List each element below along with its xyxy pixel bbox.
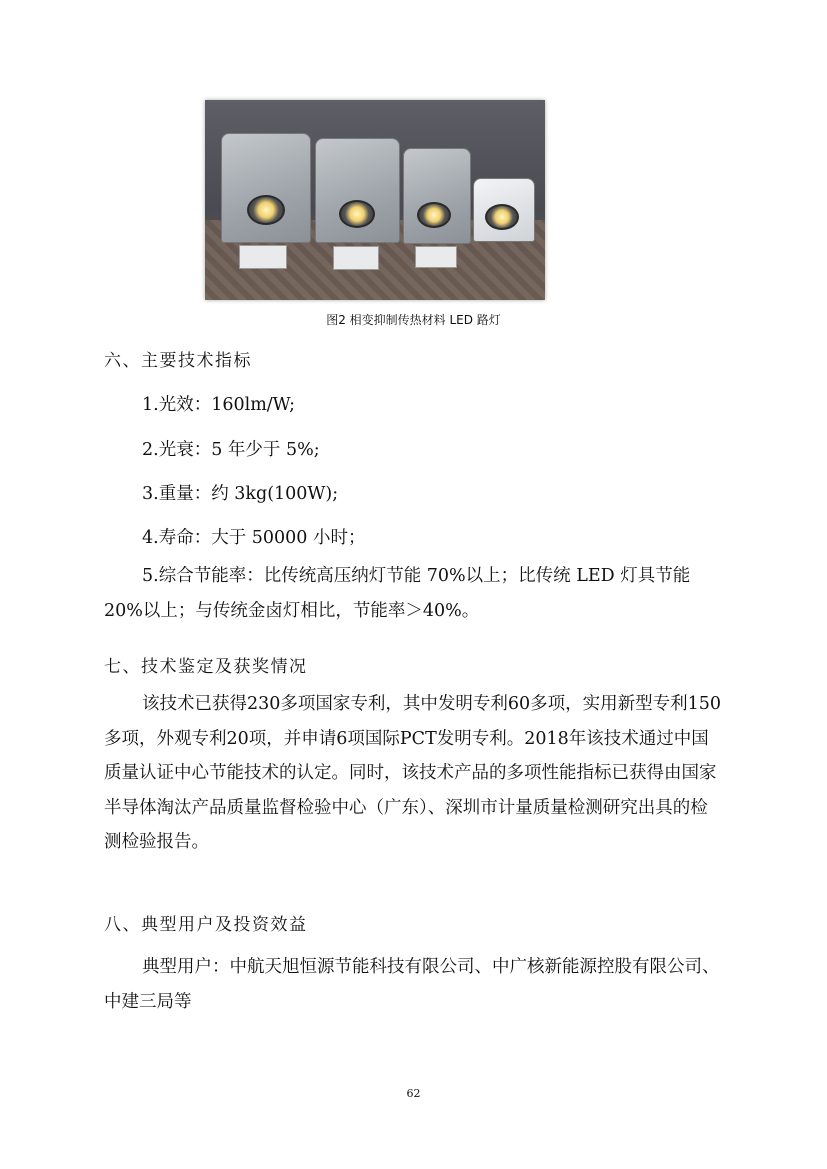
spec-item-lifespan: 4.寿命：大于 50000 小时； [142,528,366,548]
section-seven-paragraph: 该技术已获得230多项国家专利，其中发明专利60多项，实用新型专利150多项，外观专利20项，并申请6项国际PCT发明专利。2018年该技术通过中国质量认证中心节能技术的认定。同时，该技术产品的多项性能指标已获得由国家半导体淘汰产品质量监督检验中心（广东）、深圳市计量质量检测研究出具的检测检验报告。 [104,694,722,852]
section-eight-heading: 八、典型用户及投资效益 [104,915,308,935]
spec-item-weight: 3.重量：约 3kg(100W); [142,484,339,504]
section-seven-heading: 七、技术鉴定及获奖情况 [104,657,308,677]
streetlight-3 [403,148,471,244]
section-eight-paragraph: 典型用户：中航天旭恒源节能科技有限公司、中广核新能源控股有限公司、中建三局等 [104,957,720,1012]
spec-item-energy-saving: 5.综合节能率：比传统高压纳灯节能 70%以上；比传统 LED 灯具节能 20%以上；与传统金卤灯相比，节能率＞40%。 [104,566,691,621]
spec-item-decay: 2.光衰：5 年少于 5%; [142,440,320,460]
figure-caption: 图2 相变抑制传热材料 LED 路灯 [326,313,501,327]
streetlight-1 [221,133,311,243]
led-streetlight-photo [205,100,545,300]
streetlight-2 [315,138,400,243]
page-number: 62 [406,1087,421,1100]
spec-item-efficacy: 1.光效：160lm/W; [142,395,296,415]
section-six-heading: 六、主要技术指标 [104,351,252,371]
streetlight-4 [473,178,535,242]
